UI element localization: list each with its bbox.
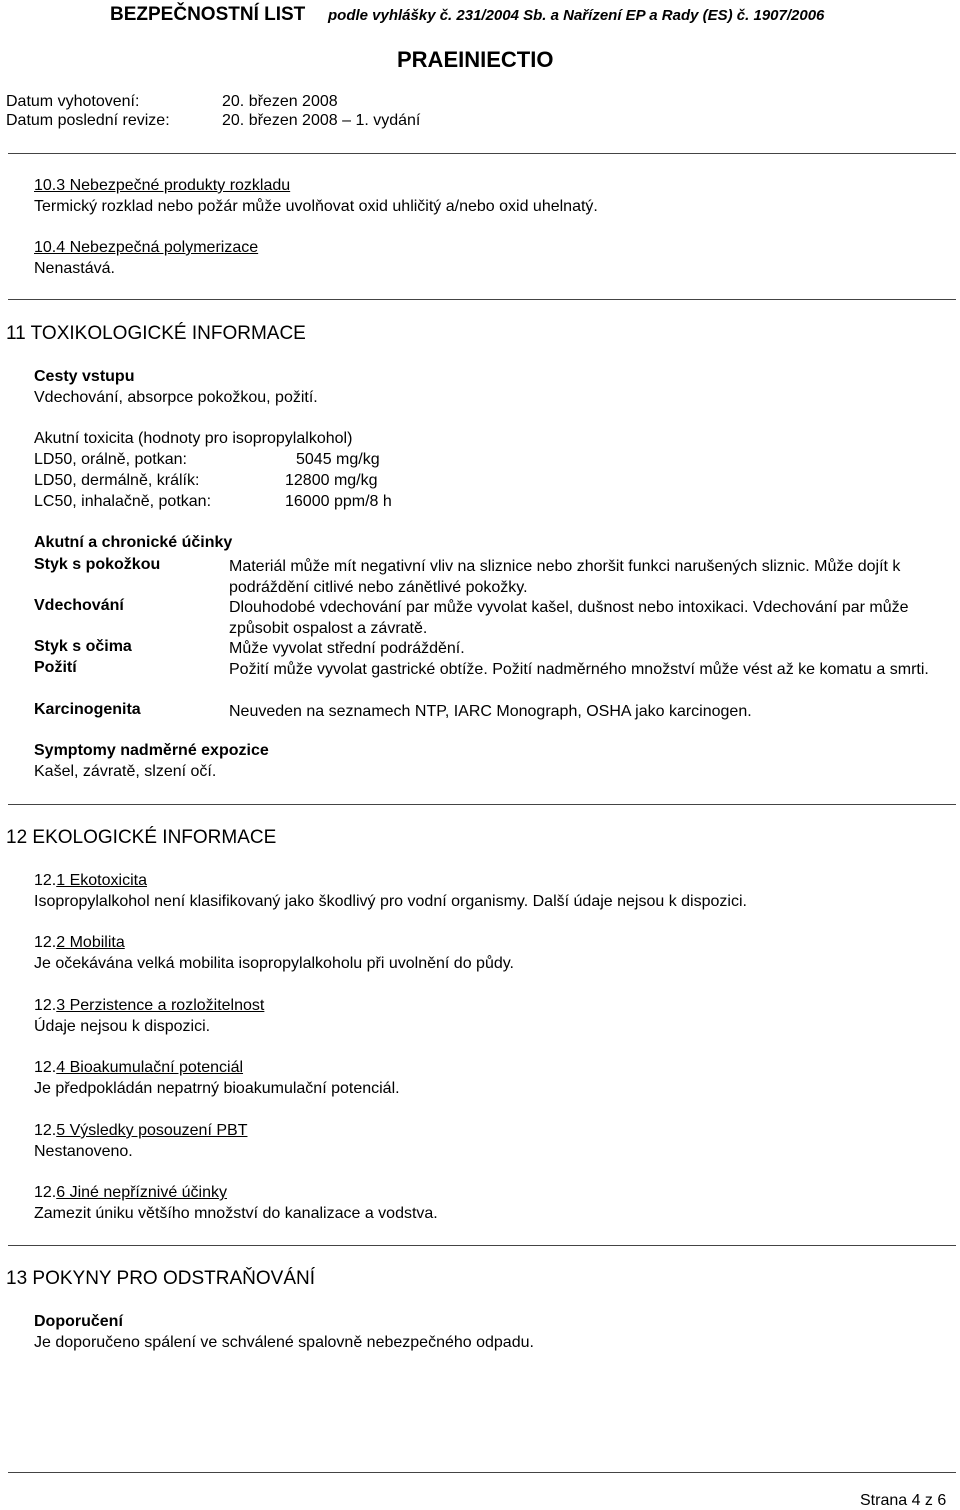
date-created-value: 20. březen 2008	[222, 93, 338, 110]
effect-text: Materiál může mít negativní vliv na sliznice nebo zhoršit funkci narušených sliznic. Může dojít k podráždění citlivé nebo zánětlivé pokožky.	[229, 558, 901, 596]
recommendation-text: Je doporučeno spálení ve schválené spalovně nebezpečného odpadu.	[34, 1334, 534, 1351]
section-10-4-title: 10.4 Nebezpečná polymerizace	[34, 239, 259, 256]
tox-label: LD50, dermálně, králík:	[34, 472, 200, 489]
subsection-text: Isopropylalkohol není klasifikovaný jako škodlivý pro vodní organismy. Další údaje nejsou k dispozici.	[34, 893, 747, 910]
section-13-title: 13 POKYNY PRO ODSTRAŇOVÁNÍ	[6, 1268, 316, 1289]
symptoms-label: Symptomy nadměrné expozice	[34, 742, 269, 759]
effect-label: Požití	[34, 659, 77, 676]
section-12-title: 12 EKOLOGICKÉ INFORMACE	[6, 827, 277, 848]
subsection-text: Údaje nejsou k dispozici.	[34, 1018, 211, 1035]
header-divider	[8, 153, 956, 154]
section-10-4-text: Nenastává.	[34, 260, 115, 277]
subsection-title: 12.5 Výsledky posouzení PBT	[34, 1122, 248, 1139]
recommendation-label: Doporučení	[34, 1313, 123, 1330]
date-revised-value: 20. březen 2008 – 1. vydání	[222, 112, 421, 129]
page-number: Strana 4 z 6	[860, 1492, 947, 1509]
section-11-title: 11 TOXIKOLOGICKÉ INFORMACE	[6, 323, 306, 344]
effect-text: Neuveden na seznamech NTP, IARC Monograph, OSHA jako karcinogen.	[229, 703, 752, 720]
date-revised-label: Datum poslední revize:	[6, 112, 170, 129]
effect-text: Dlouhodobé vdechování par může vyvolat kašel, dušnost nebo intoxikaci. Vdechování par může způsobit ospalost a závratě.	[229, 599, 909, 637]
product-name: PRAEINIECTIO	[397, 47, 554, 72]
tox-label: LC50, inhalačně, potkan:	[34, 493, 212, 510]
symptoms-text: Kašel, závratě, slzení očí.	[34, 763, 217, 780]
subsection-title: 12.6 Jiné nepříznivé účinky	[34, 1184, 228, 1201]
subsection-title: 12.3 Perzistence a rozložitelnost	[34, 997, 265, 1014]
effects-label: Akutní a chronické účinky	[34, 534, 233, 551]
subsection-title: 12.2 Mobilita	[34, 934, 125, 951]
section-divider	[8, 299, 956, 300]
subsection-text: Zamezit úniku většího množství do kanalizace a vodstva.	[34, 1205, 438, 1222]
acute-toxicity-label: Akutní toxicita (hodnoty pro isopropylalkohol)	[34, 430, 353, 447]
tox-value: 12800 mg/kg	[285, 472, 378, 489]
routes-text: Vdechování, absorpce pokožkou, požití.	[34, 389, 318, 406]
effect-text: Může vyvolat střední podráždění.	[229, 640, 465, 657]
document-subtitle: podle vyhlášky č. 231/2004 Sb. a Nařízení EP a Rady (ES) č. 1907/2006	[328, 7, 825, 24]
effect-label: Styk s pokožkou	[34, 556, 161, 573]
subsection-text: Je očekávána velká mobilita isopropylalkoholu při uvolnění do půdy.	[34, 955, 514, 972]
routes-label: Cesty vstupu	[34, 368, 135, 385]
section-divider	[8, 804, 956, 805]
subsection-text: Je předpokládán nepatrný bioakumulační potenciál.	[34, 1080, 400, 1097]
tox-value: 5045 mg/kg	[296, 451, 380, 468]
effect-label: Karcinogenita	[34, 701, 141, 718]
section-10-3-text: Termický rozklad nebo požár může uvolňovat oxid uhličitý a/nebo oxid uhelnatý.	[34, 198, 598, 215]
section-divider	[8, 1245, 956, 1246]
effect-label: Vdechování	[34, 597, 124, 614]
subsection-title: 12.1 Ekotoxicita	[34, 872, 147, 889]
date-created-label: Datum vyhotovení:	[6, 93, 140, 110]
tox-label: LD50, orálně, potkan:	[34, 451, 187, 468]
section-10-3-title: 10.3 Nebezpečné produkty rozkladu	[34, 177, 291, 194]
subsection-text: Nestanoveno.	[34, 1143, 133, 1160]
subsection-title: 12.4 Bioakumulační potenciál	[34, 1059, 244, 1076]
effect-label: Styk s očima	[34, 638, 132, 655]
effect-text: Požití může vyvolat gastrické obtíže. Požití nadměrného množství může vést až ke komatu a smrti.	[229, 661, 929, 678]
footer-divider	[8, 1472, 956, 1473]
tox-value: 16000 ppm/8 h	[285, 493, 392, 510]
document-title: BEZPEČNOSTNÍ LIST	[110, 4, 306, 25]
